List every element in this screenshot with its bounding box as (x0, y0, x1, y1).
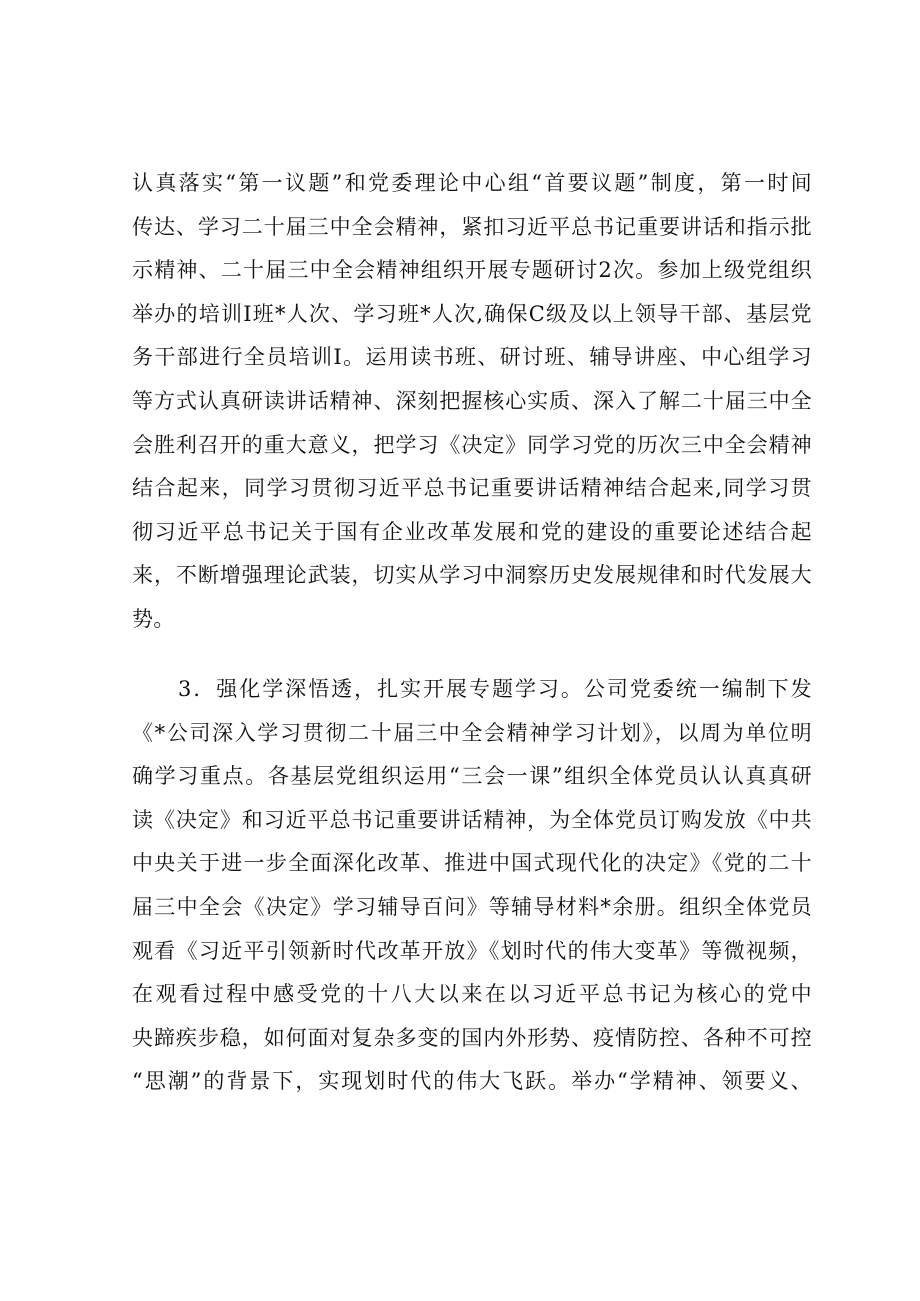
paragraph-1 (132, 162, 812, 642)
paragraph-line: 认真落实“第一议题”和党委理论中心组“首要议题”制度，第一时间 (132, 171, 812, 195)
paragraph-line: 势。 (132, 606, 175, 631)
paragraph-2 (132, 668, 812, 1104)
paragraph-line: 届三中全会《决定》学习辅导百问》等辅导材料*余册。组织全体党员 (132, 894, 812, 919)
paragraph-line: 务干部进行全员培训I。运用读书班、研讨班、辅导讲座、中心组学习 (132, 345, 812, 370)
paragraph-line: 会胜利召开的重大意义，把学习《决定》同学习党的历次三中全会精神 (132, 432, 812, 457)
paragraph-heading-line: 3．强化学深悟透，扎实开展专题学习。公司党委统一编制下发 (178, 677, 812, 701)
paragraph-line: 结合起来，同学习贯彻习近平总书记重要讲话精神结合起来,同学习贯 (132, 476, 812, 501)
paragraph-line: 来，不断增强理论武装，切实从学习中洞察历史发展规律和时代发展大 (132, 563, 812, 588)
paragraph-line: 观看《习近平引领新时代改革开放》《划时代的伟大变革》等微视频， (132, 938, 812, 963)
paragraph-line: 等方式认真研读讲话精神、深刻把握核心实质、深入了解二十届三中全 (132, 388, 812, 413)
paragraph-line: 读《决定》和习近平总书记重要讲话精神，为全体党员订购发放《中共 (132, 807, 812, 832)
paragraph-line: 央蹄疾步稳，如何面对复杂多变的国内外形势、疫情防控、各种不可控 (132, 1025, 812, 1050)
paragraph-line: “思潮”的背景下，实现划时代的伟大飞跃。举办“学精神、领要义、 (132, 1069, 812, 1094)
paragraph-line: 中央关于进一步全面深化改革、推进中国式现代化的决定》《党的二十 (132, 851, 812, 876)
paragraph-line: 《*公司深入学习贯彻二十届三中全会精神学习计划》，以周为单位明 (132, 720, 812, 745)
paragraph-line: 彻习近平总书记关于国有企业改革发展和党的建设的重要论述结合起 (132, 519, 812, 544)
paragraph-line: 举办的培训I班*人次、学习班*人次,确保C级及以上领导干部、基层党 (132, 301, 812, 326)
paragraph-line: 在观看过程中感受党的十八大以来在以习近平总书记为核心的党中 (132, 982, 812, 1007)
paragraph-line: 示精神、二十届三中全会精神组织开展专题研讨2次。参加上级党组织 (132, 258, 812, 283)
paragraph-line: 确学习重点。各基层党组织运用“三会一课”组织全体党员认认真真研 (132, 764, 812, 789)
paragraph-line: 传达、学习二十届三中全会精神，紧扣习近平总书记重要讲话和指示批 (132, 214, 812, 239)
